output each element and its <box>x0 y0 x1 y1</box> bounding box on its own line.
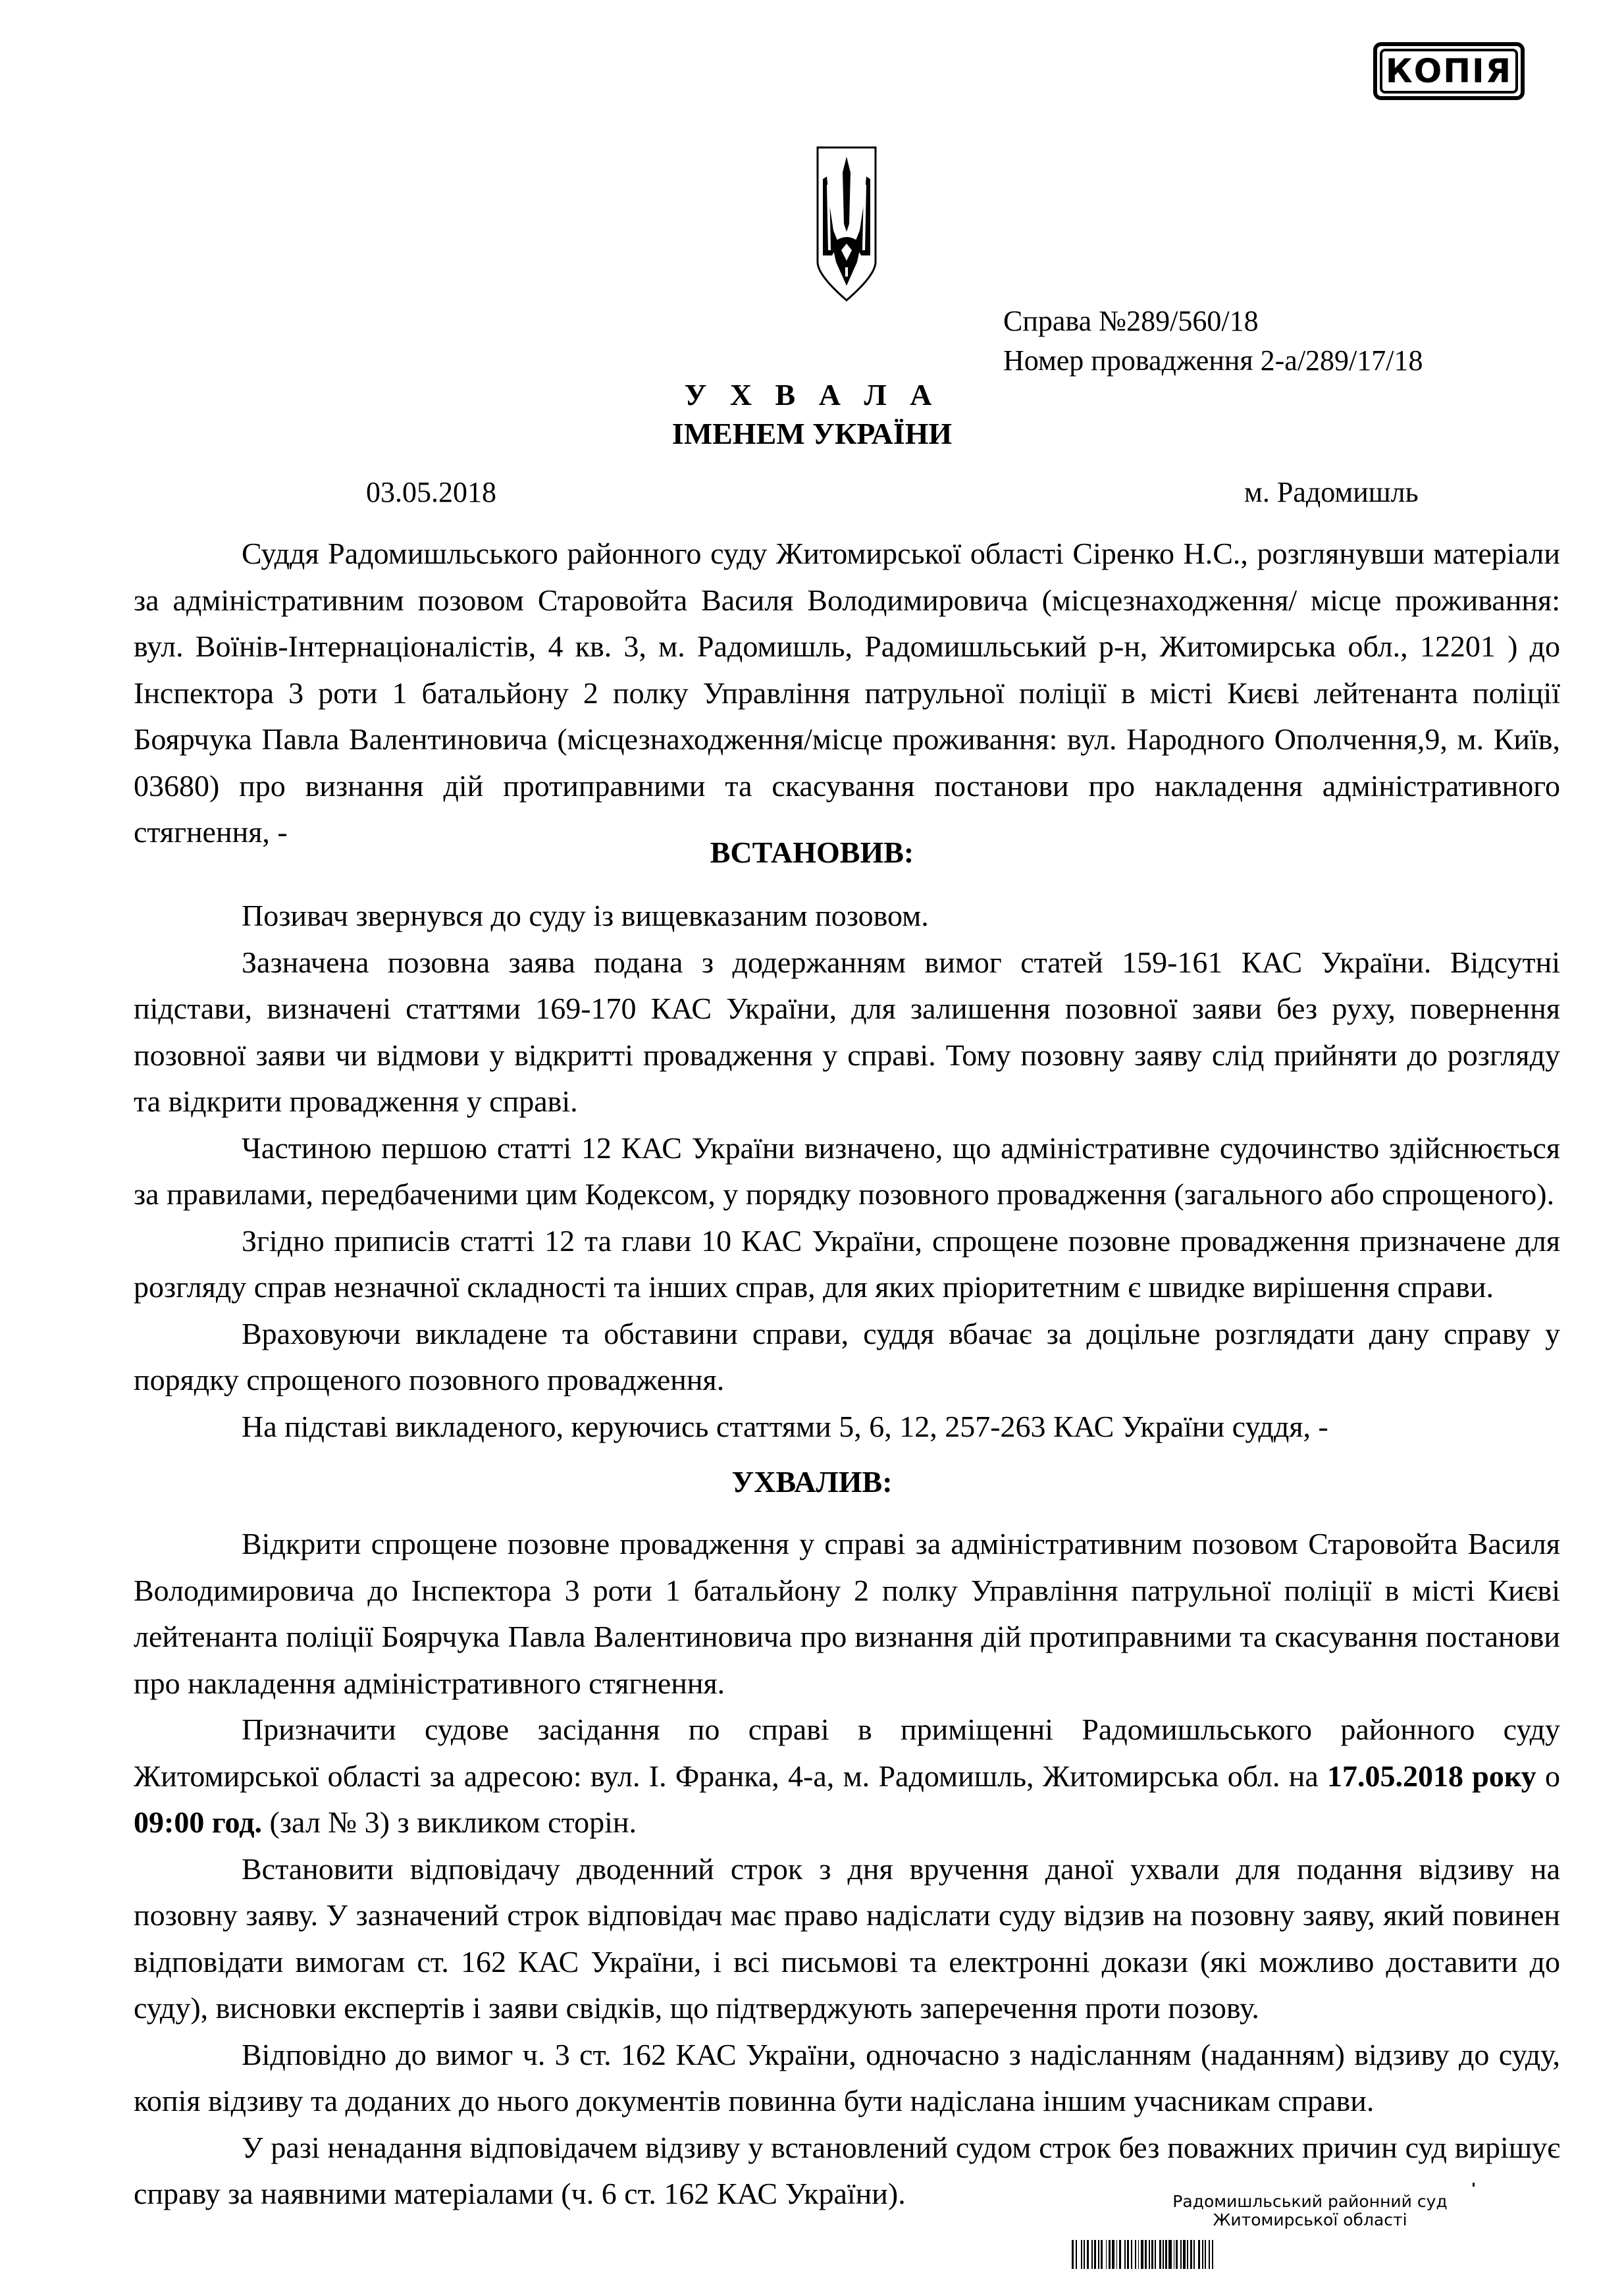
ruled-paragraph-response-term: Встановити відповідачу дводенний строк з дня вручення даної ухвали для подання відзиву на позовну заяву. У зазначений строк відповідач має право надіслати суду відзив на позовну заяву, який повинен відповідати вимогам ст. 162 КАС України, і всі письмові та електронні докази (які можливо доставити до суду), висновки експертів і заяви свідків, що підтверджують заперечення проти позову. <box>134 1851 1560 2025</box>
established-paragraph: Враховуючи викладене та обставини справи, суддя вбачає за доцільне розглядати дану справу у порядку спрощеного позовного провадження. <box>134 1316 1560 1397</box>
intro-paragraph: Суддя Радомишльського районного суду Житомирської області Сіренко Н.С., розглянувши матеріали за адміністративним позовом Старовойта Василя Володимировича (місцезнаходження/ місце проживання: вул. Воїнів-Інтернаціоналістів, 4 кв. 3, м. Радомишль, Радомишльський р-н, Житомирська обл., 12201 ) до Інспектора 3 роти 1 батальйону 2 полку Управління патрульної поліції в місті Києві лейтенанта поліції Боярчука Павла Валентиновича (місцезнаходження/місце проживання: вул. Народного Ополчення,9, м. Київ, 03680) про визнання дій протиправними та скасування постанови про накладення адміністративного стягнення, - <box>134 537 1560 849</box>
court-name-line2: Житомирської області <box>1213 2210 1407 2229</box>
court-name-line1: Радомишльський районний суд <box>1172 2192 1448 2211</box>
case-number: Справа №289/560/18 <box>1003 305 1259 337</box>
hearing-tail: (зал № 3) з викликом сторін. <box>262 1805 637 1839</box>
hearing-date: 17.05.2018 року <box>1327 1759 1536 1793</box>
proceeding-number: Номер провадження 2-а/289/17/18 <box>1003 344 1423 377</box>
established-paragraph: Частиною першою статті 12 КАС України визначено, що адміністративне судочинство здійснюється за правилами, передбаченими цим Кодексом, у порядку позовного провадження (загального або спрощеного). <box>134 1131 1560 1211</box>
ruled-section <box>134 1521 1560 2218</box>
document-date: 03.05.2018 <box>366 476 496 508</box>
trident-coat-of-arms-icon <box>815 145 878 303</box>
hearing-text: Призначити судове засідання по справі в приміщенні Радомишльського районного суду Житомирської області за адресою: вул. І. Франка, 4-а, м. Радомишль, Житомирська обл. на <box>134 1713 1560 1793</box>
document-city: м. Радомишль <box>1244 476 1419 508</box>
intro-section <box>134 531 1560 856</box>
established-section <box>134 893 1560 1450</box>
ruled-paragraph-hearing <box>134 1707 1560 1846</box>
hearing-time: 09:00 год. <box>134 1805 263 1839</box>
document-title: У Х В А Л А <box>684 378 940 412</box>
copy-stamp-label: КОПІЯ <box>1380 49 1518 93</box>
established-paragraph: Зазначена позовна заява подана з додержанням вимог статей 159-161 КАС України. Відсутні підстави, визначені статтями 169-170 КАС України, для залишення позовної заяви без руху, повернення позовної заяви чи відмови у відкритті провадження у справі. Тому позовну заяву слід прийняти до розгляду та відкрити провадження у справі. <box>134 945 1560 1118</box>
established-heading: ВСТАНОВИВ: <box>710 836 914 869</box>
ruled-paragraph-copy-delivery: Відповідно до вимог ч. 3 ст. 162 КАС України, одночасно з надісланням (наданням) відзиву до суду, копія відзиву та доданих до нього документів повинна бути надіслана іншим учасникам справи. <box>134 2037 1560 2117</box>
document-subtitle: ІМЕНЕМ УКРАЇНИ <box>671 417 953 450</box>
hearing-at: о <box>1536 1759 1561 1793</box>
court-footer <box>1172 2193 1448 2229</box>
case-info <box>1003 302 1423 381</box>
copy-stamp <box>1373 42 1525 100</box>
ruled-heading: УХВАЛИВ: <box>731 1465 893 1499</box>
ruled-paragraph-open-proceedings: Відкрити спрощене позовне провадження у справі за адміністративним позовом Старовойта Василя Володимировича до Інспектора 3 роти 1 батальйону 2 полку Управління патрульної поліції в місті Києві лейтенанта поліції Боярчука Павла Валентиновича про визнання дій протиправними та скасування постанови про накладення адміністративного стягнення. <box>134 1527 1560 1700</box>
established-paragraph: На підставі викладеного, керуючись статтями 5, 6, 12, 257-263 КАС України суддя, - <box>242 1409 1328 1443</box>
barcode-icon <box>1072 2240 1348 2269</box>
scan-speck <box>1473 2183 1475 2187</box>
ruled-paragraph-no-response: У разі ненадання відповідачем відзиву у встановлений судом строк без поважних причин суд вирішує справу за наявними матеріалами (ч. 6 ст. 162 КАС України). <box>134 2130 1560 2210</box>
established-paragraph: Згідно приписів статті 12 та глави 10 КАС України, спрощене позовне провадження призначене для розгляду справ незначної складності та інших справ, для яких пріоритетним є швидке вирішення справи. <box>134 1223 1560 1304</box>
established-paragraph: Позивач звернувся до суду із вищевказаним позовом. <box>242 899 929 932</box>
